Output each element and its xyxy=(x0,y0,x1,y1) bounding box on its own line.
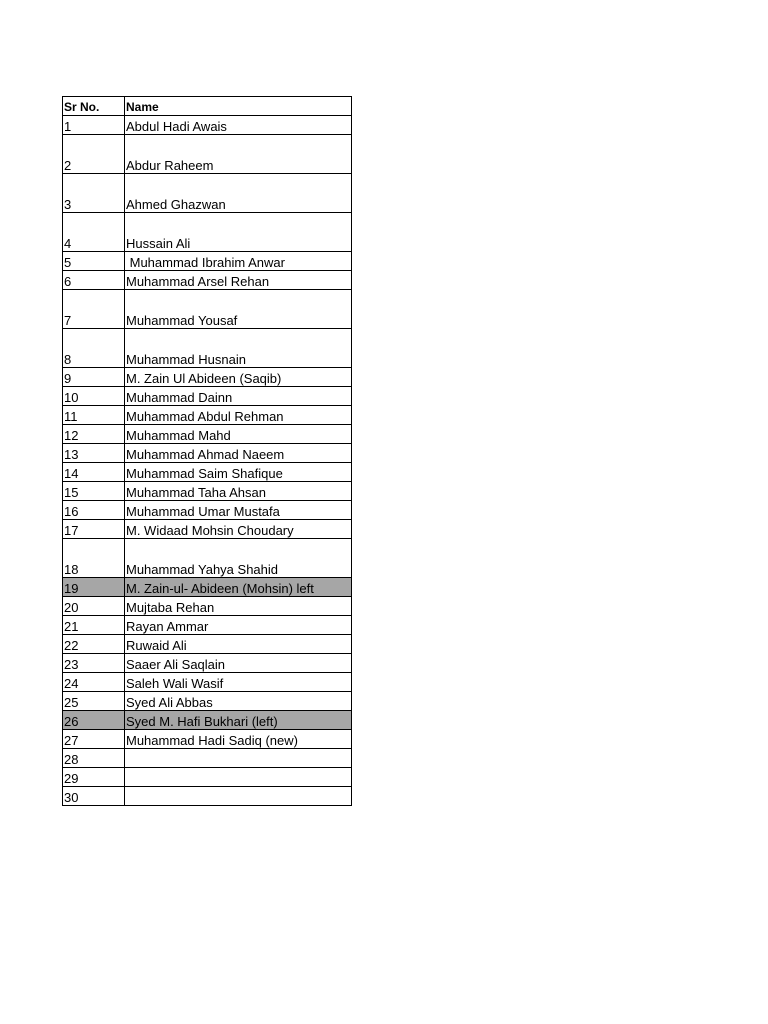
sr-no-cell: 8 xyxy=(63,329,125,368)
sr-no-cell: 16 xyxy=(63,501,125,520)
name-cell: Muhammad Taha Ahsan xyxy=(125,482,352,501)
table-row xyxy=(63,482,352,501)
table-row xyxy=(63,252,352,271)
table-row xyxy=(63,290,352,329)
sr-no-cell: 21 xyxy=(63,616,125,635)
sr-no-cell: 2 xyxy=(63,135,125,174)
table-row xyxy=(63,444,352,463)
sr-no-cell: 6 xyxy=(63,271,125,290)
name-cell: Ahmed Ghazwan xyxy=(125,174,352,213)
name-cell: M. Widaad Mohsin Choudary xyxy=(125,520,352,539)
name-cell: Muhammad Saim Shafique xyxy=(125,463,352,482)
table-row xyxy=(63,616,352,635)
student-roster-table xyxy=(62,96,352,806)
table-row xyxy=(63,387,352,406)
table-row xyxy=(63,578,352,597)
sr-no-cell: 18 xyxy=(63,539,125,578)
sr-no-cell: 28 xyxy=(63,749,125,768)
name-cell: Abdul Hadi Awais xyxy=(125,116,352,135)
name-cell: M. Zain Ul Abideen (Saqib) xyxy=(125,368,352,387)
name-cell: Muhammad Ahmad Naeem xyxy=(125,444,352,463)
table-row xyxy=(63,520,352,539)
table-row xyxy=(63,463,352,482)
name-cell: M. Zain-ul- Abideen (Mohsin) left xyxy=(125,578,352,597)
name-cell xyxy=(125,787,352,806)
header-name: Name xyxy=(125,97,352,116)
table-row xyxy=(63,271,352,290)
table-row xyxy=(63,597,352,616)
sr-no-cell: 14 xyxy=(63,463,125,482)
sr-no-cell: 23 xyxy=(63,654,125,673)
sr-no-cell: 1 xyxy=(63,116,125,135)
sr-no-cell: 3 xyxy=(63,174,125,213)
table-row xyxy=(63,787,352,806)
table-row xyxy=(63,501,352,520)
sr-no-cell: 13 xyxy=(63,444,125,463)
table-row xyxy=(63,730,352,749)
sr-no-cell: 27 xyxy=(63,730,125,749)
name-cell: Muhammad Hadi Sadiq (new) xyxy=(125,730,352,749)
name-cell: Muhammad Yousaf xyxy=(125,290,352,329)
table-row xyxy=(63,768,352,787)
name-cell: Muhammad Mahd xyxy=(125,425,352,444)
name-cell: Syed Ali Abbas xyxy=(125,692,352,711)
table-row xyxy=(63,635,352,654)
sr-no-cell: 25 xyxy=(63,692,125,711)
table-row xyxy=(63,368,352,387)
name-cell: Muhammad Yahya Shahid xyxy=(125,539,352,578)
name-cell: Muhammad Ibrahim Anwar xyxy=(125,252,352,271)
name-cell: Rayan Ammar xyxy=(125,616,352,635)
table-row xyxy=(63,135,352,174)
table-row xyxy=(63,673,352,692)
table-body xyxy=(63,116,352,806)
sr-no-cell: 30 xyxy=(63,787,125,806)
name-cell: Muhammad Arsel Rehan xyxy=(125,271,352,290)
table-row xyxy=(63,406,352,425)
sr-no-cell: 5 xyxy=(63,252,125,271)
name-cell: Muhammad Husnain xyxy=(125,329,352,368)
sr-no-cell: 11 xyxy=(63,406,125,425)
name-cell xyxy=(125,768,352,787)
sr-no-cell: 24 xyxy=(63,673,125,692)
sr-no-cell: 19 xyxy=(63,578,125,597)
sr-no-cell: 9 xyxy=(63,368,125,387)
sr-no-cell: 29 xyxy=(63,768,125,787)
name-cell: Abdur Raheem xyxy=(125,135,352,174)
table-row xyxy=(63,711,352,730)
table-row xyxy=(63,329,352,368)
table-row xyxy=(63,174,352,213)
table-row xyxy=(63,749,352,768)
table-row xyxy=(63,654,352,673)
table-row xyxy=(63,539,352,578)
sr-no-cell: 12 xyxy=(63,425,125,444)
sr-no-cell: 20 xyxy=(63,597,125,616)
name-cell: Muhammad Abdul Rehman xyxy=(125,406,352,425)
table-row xyxy=(63,213,352,252)
sr-no-cell: 15 xyxy=(63,482,125,501)
name-cell: Syed M. Hafi Bukhari (left) xyxy=(125,711,352,730)
table-row xyxy=(63,425,352,444)
name-cell xyxy=(125,749,352,768)
name-cell: Saleh Wali Wasif xyxy=(125,673,352,692)
sr-no-cell: 22 xyxy=(63,635,125,654)
table-header-row xyxy=(63,97,352,116)
sr-no-cell: 7 xyxy=(63,290,125,329)
name-cell: Saaer Ali Saqlain xyxy=(125,654,352,673)
name-cell: Hussain Ali xyxy=(125,213,352,252)
name-cell: Muhammad Umar Mustafa xyxy=(125,501,352,520)
name-cell: Ruwaid Ali xyxy=(125,635,352,654)
table-row xyxy=(63,116,352,135)
sr-no-cell: 10 xyxy=(63,387,125,406)
sr-no-cell: 4 xyxy=(63,213,125,252)
header-sr-no: Sr No. xyxy=(63,97,125,116)
table-row xyxy=(63,692,352,711)
name-cell: Mujtaba Rehan xyxy=(125,597,352,616)
sr-no-cell: 26 xyxy=(63,711,125,730)
sr-no-cell: 17 xyxy=(63,520,125,539)
name-cell: Muhammad Dainn xyxy=(125,387,352,406)
